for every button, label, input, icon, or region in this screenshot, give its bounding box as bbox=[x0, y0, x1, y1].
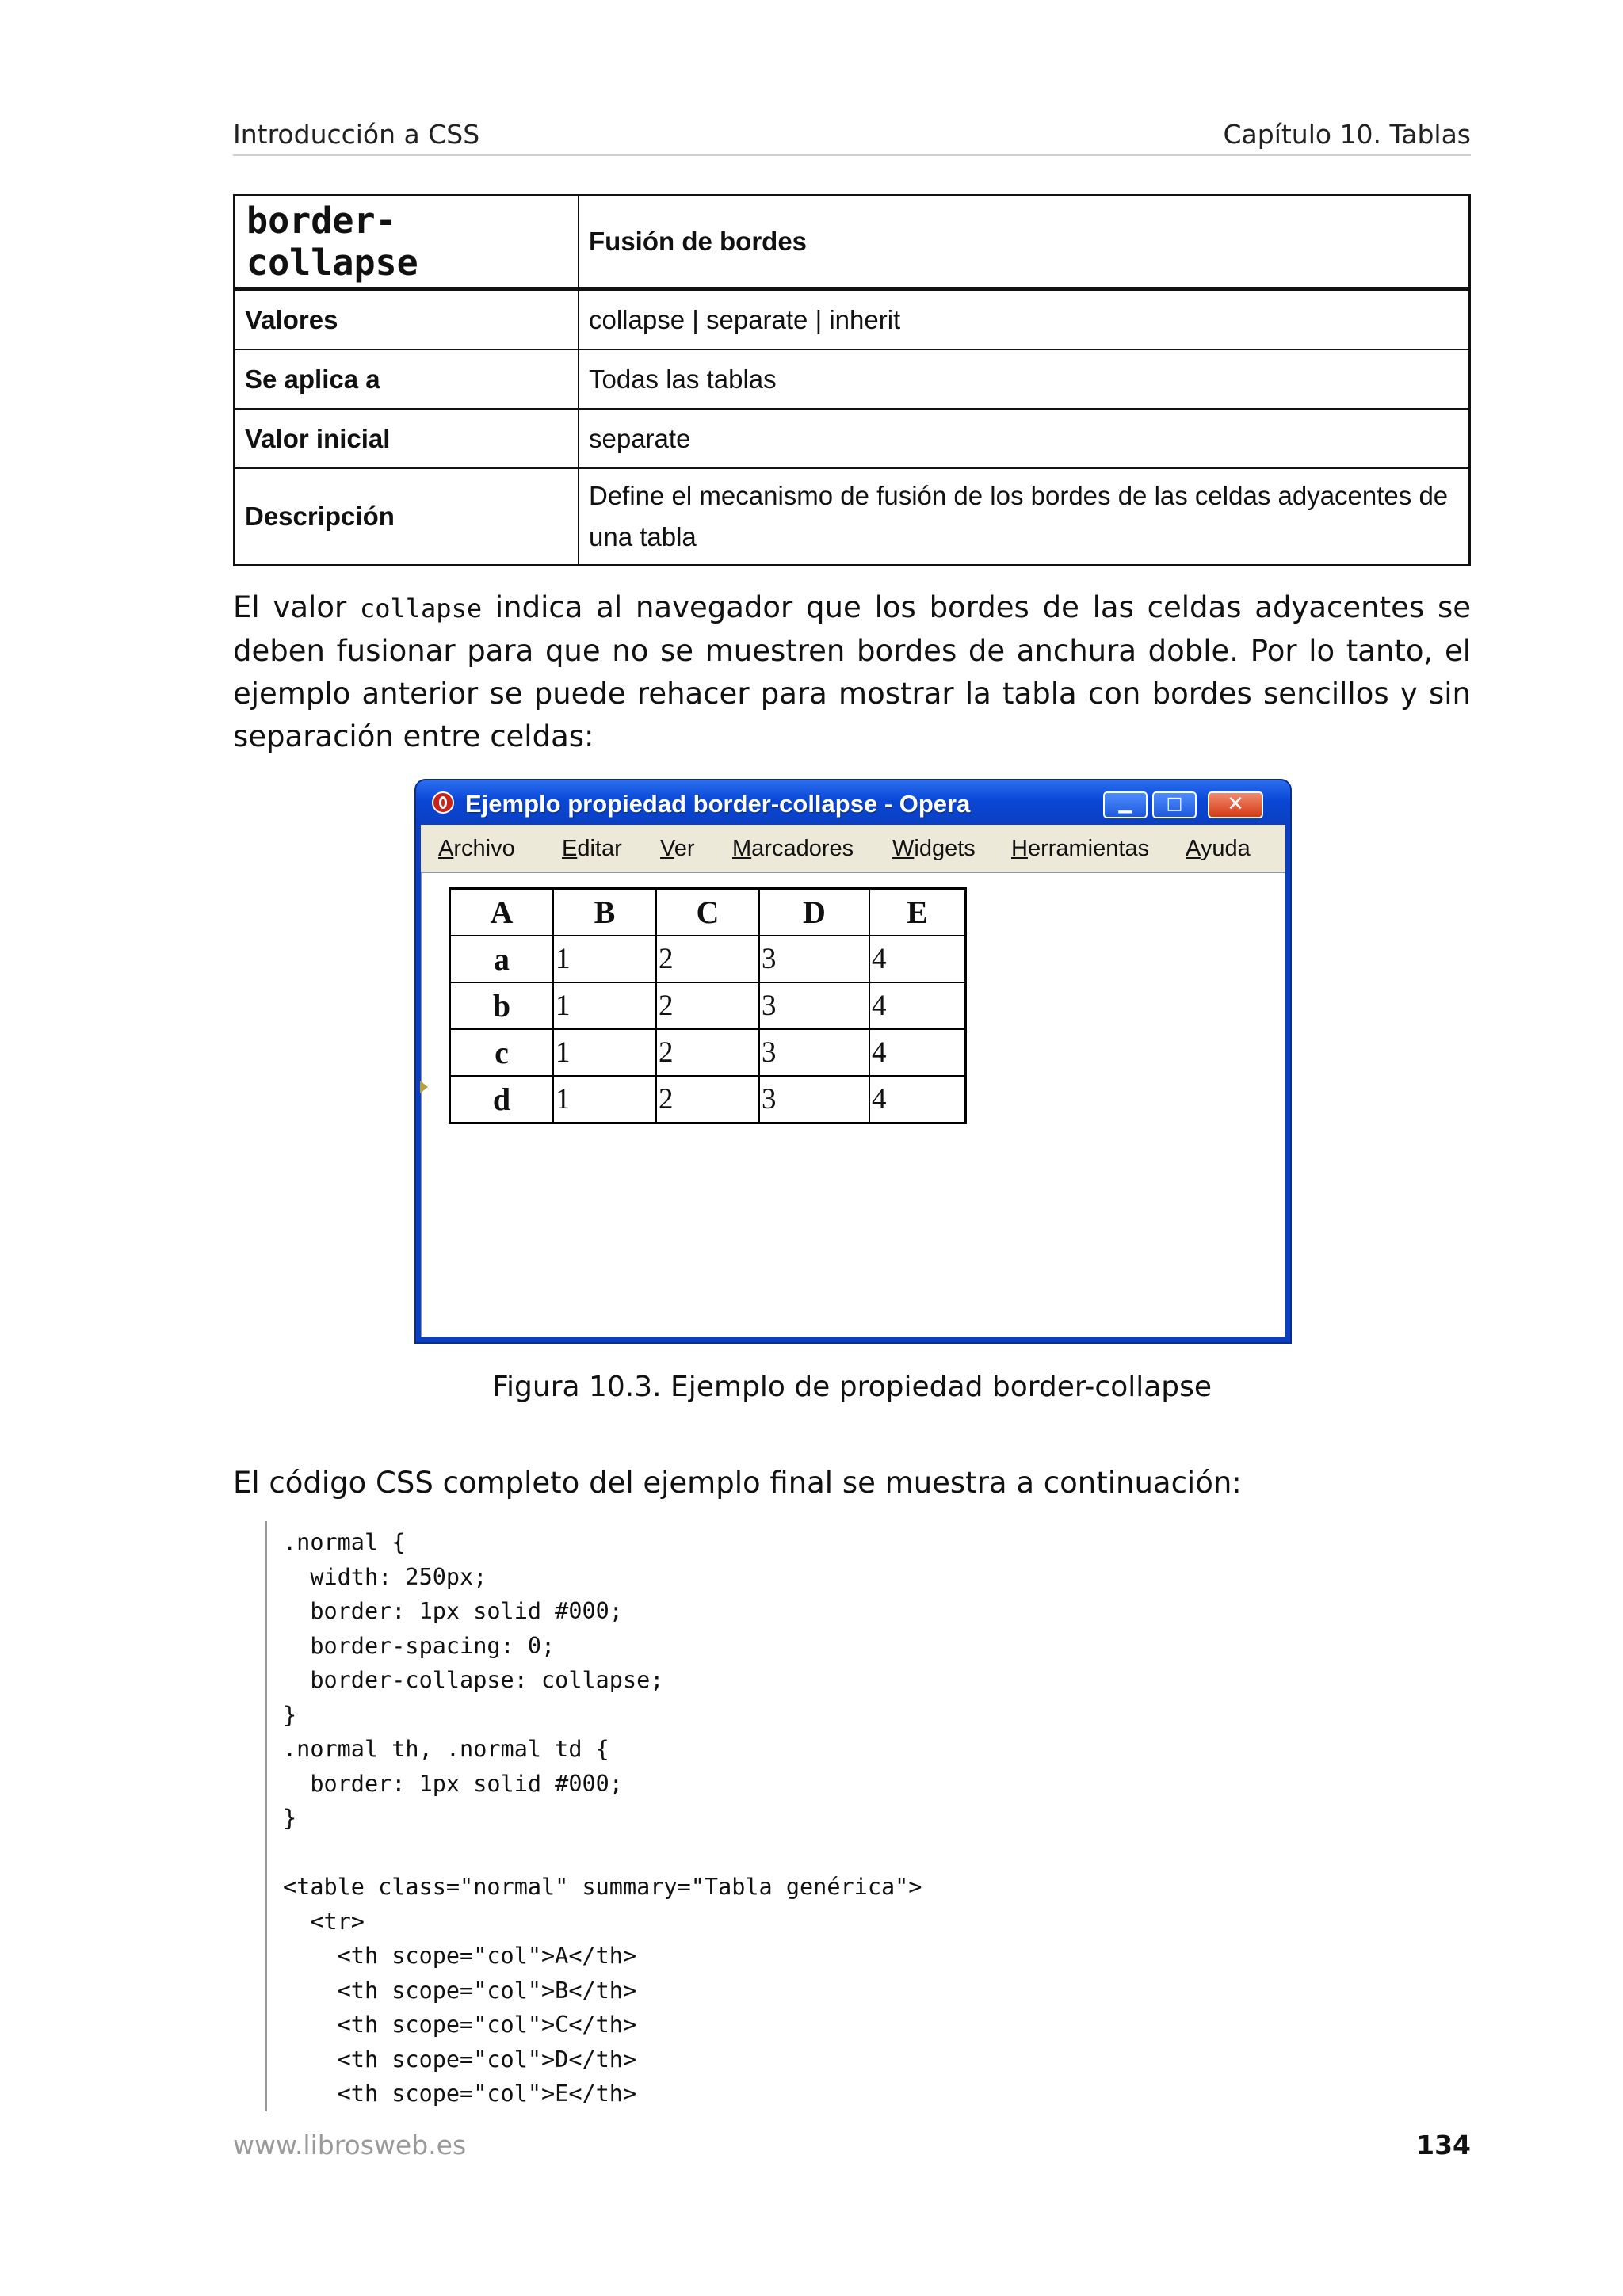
demo-cell: 4 bbox=[869, 936, 966, 982]
figure-caption: Figura 10.3. Ejemplo de propiedad border-collapse bbox=[491, 1371, 1212, 1403]
code-block-rule bbox=[265, 1521, 267, 2111]
demo-row-label: d bbox=[450, 1076, 554, 1123]
demo-table bbox=[449, 887, 967, 1124]
demo-cell: 1 bbox=[553, 936, 656, 982]
close-button[interactable]: ✕ bbox=[1208, 791, 1263, 818]
demo-header-cell: E bbox=[869, 889, 966, 936]
menu-marcadores[interactable]: Marcadores bbox=[732, 836, 854, 861]
page-viewport bbox=[421, 872, 1285, 1337]
code-block: .normal { width: 250px; border: 1px solid #000; border-spacing: 0; border-collapse: collapse; } .normal th, .normal td { border: 1px solid #000; } <table class="normal" summary="Tabla genérica"> <tr> <th scope="col">A</th> <th scope="col">B</th> <th scope="col">C</th> <th scope="col">D</th> <th scope="col">E</th> bbox=[283, 1529, 922, 2107]
demo-header-cell: A bbox=[450, 889, 554, 936]
property-table bbox=[233, 194, 1471, 566]
demo-cell: 1 bbox=[553, 1076, 656, 1123]
demo-cell: 1 bbox=[553, 1029, 656, 1076]
property-row-label: Valores bbox=[235, 289, 579, 350]
menu-ver[interactable]: Ver bbox=[660, 836, 695, 861]
property-row-value: collapse | separate | inherit bbox=[579, 289, 1470, 350]
demo-cell: 3 bbox=[759, 1076, 869, 1123]
window-titlebar bbox=[416, 780, 1290, 825]
property-row bbox=[235, 349, 1470, 409]
property-row-label: Descripción bbox=[235, 468, 579, 566]
demo-cell: 2 bbox=[656, 982, 759, 1029]
property-title: Fusión de bordes bbox=[579, 196, 1470, 289]
property-row-label: Se aplica a bbox=[235, 349, 579, 409]
browser-window-screenshot bbox=[414, 779, 1292, 1344]
demo-cell: 2 bbox=[656, 1076, 759, 1123]
menu-herramientas[interactable]: Herramientas bbox=[1011, 836, 1150, 861]
menu-archivo[interactable]: Archivo bbox=[438, 836, 515, 861]
demo-row-label: c bbox=[450, 1029, 554, 1076]
demo-cell: 3 bbox=[759, 936, 869, 982]
header-chapter: Capítulo 10. Tablas bbox=[1223, 119, 1471, 150]
property-row bbox=[235, 468, 1470, 566]
paragraph-text-end: indica al navegador que los bordes de las celdas adyacentes se deben fusionar para que no se muestren bordes de anchura doble. Por lo tanto, el ejemplo anterior se puede rehacer para mostrar la tabla con bordes sencillos y sin separación entre celdas: bbox=[233, 590, 1471, 753]
footer-site: www.librosweb.es bbox=[233, 2130, 467, 2161]
inline-code: collapse bbox=[359, 593, 483, 624]
demo-cell: 3 bbox=[759, 982, 869, 1029]
code-intro-text: El código CSS completo del ejemplo final se muestra a continuación: bbox=[233, 1466, 1242, 1500]
demo-cell: 4 bbox=[869, 982, 966, 1029]
demo-header-cell: C bbox=[656, 889, 759, 936]
demo-row-label: b bbox=[450, 982, 554, 1029]
demo-cell: 4 bbox=[869, 1029, 966, 1076]
demo-cell: 1 bbox=[553, 982, 656, 1029]
property-row-value: separate bbox=[579, 409, 1470, 468]
header-divider bbox=[233, 154, 1471, 156]
demo-cell: 3 bbox=[759, 1029, 869, 1076]
body-paragraph bbox=[233, 586, 1471, 758]
opera-logo-icon bbox=[432, 791, 454, 814]
menu-ayuda[interactable]: Ayuda bbox=[1186, 836, 1251, 861]
header-book-title: Introducción a CSS bbox=[233, 119, 480, 150]
demo-header-row bbox=[450, 889, 966, 936]
property-row bbox=[235, 289, 1470, 350]
demo-row bbox=[450, 936, 966, 982]
property-row-label: Valor inicial bbox=[235, 409, 579, 468]
demo-cell: 2 bbox=[656, 1029, 759, 1076]
menu-widgets[interactable]: Widgets bbox=[892, 836, 976, 861]
property-table-header-row bbox=[235, 196, 1470, 289]
paragraph-text-start: El valor bbox=[233, 590, 360, 624]
menu-editar[interactable]: Editar bbox=[562, 836, 622, 861]
property-row bbox=[235, 409, 1470, 468]
demo-row-label: a bbox=[450, 936, 554, 982]
demo-row bbox=[450, 982, 966, 1029]
demo-row bbox=[450, 1076, 966, 1123]
minimize-button[interactable]: ▁ bbox=[1103, 791, 1148, 818]
demo-cell: 2 bbox=[656, 936, 759, 982]
maximize-button[interactable]: □ bbox=[1152, 791, 1197, 818]
demo-header-cell: B bbox=[553, 889, 656, 936]
panel-toggle-icon[interactable] bbox=[420, 1081, 428, 1093]
property-name: border-collapse bbox=[235, 196, 579, 289]
window-title: Ejemplo propiedad border-collapse - Opera bbox=[465, 790, 971, 818]
demo-header-cell: D bbox=[759, 889, 869, 936]
demo-row bbox=[450, 1029, 966, 1076]
demo-cell: 4 bbox=[869, 1076, 966, 1123]
menu-bar bbox=[421, 825, 1285, 872]
page-number: 134 bbox=[1416, 2130, 1471, 2161]
property-row-value: Todas las tablas bbox=[579, 349, 1470, 409]
property-row-value: Define el mecanismo de fusión de los bordes de las celdas adyacentes de una tabla bbox=[579, 468, 1470, 566]
